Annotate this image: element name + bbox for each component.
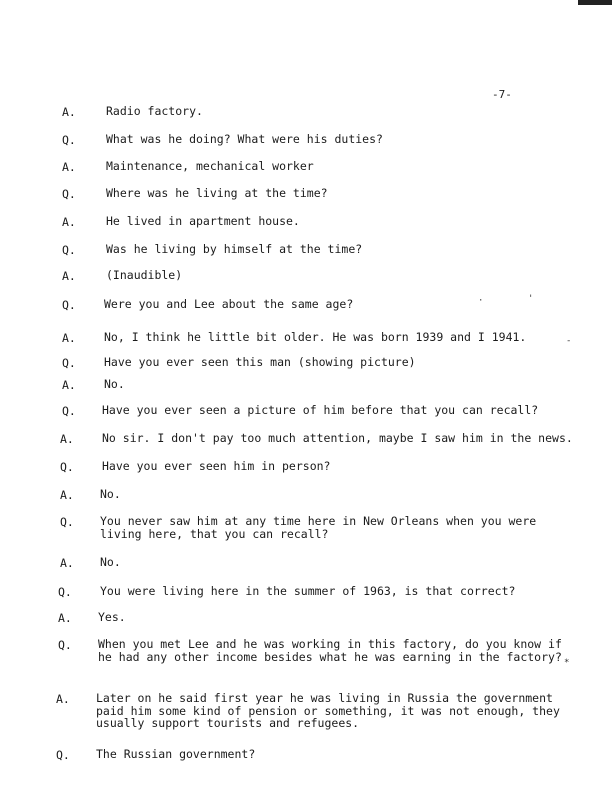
speaker-label: Q. [60, 460, 74, 474]
speaker-label: Q. [58, 585, 72, 599]
speaker-label: A. [58, 611, 72, 625]
speaker-label: Q. [62, 187, 76, 201]
speaker-label: A. [62, 378, 76, 392]
speaker-label: Q. [62, 133, 76, 147]
speaker-label: Q. [62, 243, 76, 257]
entry-text: (Inaudible) [106, 268, 183, 282]
stray-mark: * [564, 658, 570, 668]
speaker-label: A. [56, 692, 70, 706]
speaker-label: Q. [60, 515, 74, 529]
entry-text: No, I think he little bit older. He was born 1939 and I 1941. [104, 330, 527, 344]
entry-text: No. [104, 377, 125, 391]
stray-mark: · [478, 296, 484, 306]
entry-text: No sir. I don't pay too much attention, maybe I saw him in the news. [102, 431, 573, 445]
speaker-label: Q. [62, 356, 76, 370]
entry-text: Radio factory. [106, 104, 203, 118]
speaker-label: Q. [62, 298, 76, 312]
entry-text: Yes. [98, 610, 126, 624]
entry-text: When you met Lee and he was working in this factory, do you know if he had any other income besides what he was earning in the factory? [98, 637, 562, 664]
entry-text: You were living here in the summer of 1963, is that correct? [100, 584, 516, 598]
entry-text: You never saw him at any time here in New Orleans when you were living here, that you can recall? [100, 514, 537, 541]
speaker-label: Q. [58, 638, 72, 652]
speaker-label: Q. [62, 404, 76, 418]
speaker-label: A. [62, 160, 76, 174]
speaker-label: A. [62, 269, 76, 283]
entry-text: What was he doing? What were his duties? [106, 132, 383, 146]
entry-text: Was he living by himself at the time? [106, 242, 363, 256]
speaker-label: A. [62, 215, 76, 229]
speaker-label: A. [62, 105, 76, 119]
entry-text: The Russian government? [96, 747, 256, 761]
speaker-label: Q. [56, 748, 70, 762]
speaker-label: A. [60, 488, 74, 502]
speaker-label: A. [60, 556, 74, 570]
entry-text: No. [100, 555, 121, 569]
stray-mark: - [566, 336, 572, 346]
stray-mark: ' [528, 294, 534, 304]
entry-text: No. [100, 487, 121, 501]
entry-text: He lived in apartment house. [106, 214, 300, 228]
entry-text: Were you and Lee about the same age? [104, 297, 354, 311]
speaker-label: A. [62, 331, 76, 345]
page-number: -7- [492, 88, 512, 101]
entry-text: Where was he living at the time? [106, 186, 328, 200]
entry-text: Have you ever seen this man (showing picture) [104, 355, 416, 369]
speaker-label: A. [60, 432, 74, 446]
entry-text: Later on he said first year he was living in Russia the government paid him some kind of pension or something, it was not enough, they usually support tourists and refugees. [96, 691, 560, 730]
entry-text: Have you ever seen a picture of him before that you can recall? [102, 403, 539, 417]
entry-text: Maintenance, mechanical worker [106, 159, 314, 173]
entry-text: Have you ever seen him in person? [102, 459, 331, 473]
scan-edge-mark [578, 0, 612, 5]
